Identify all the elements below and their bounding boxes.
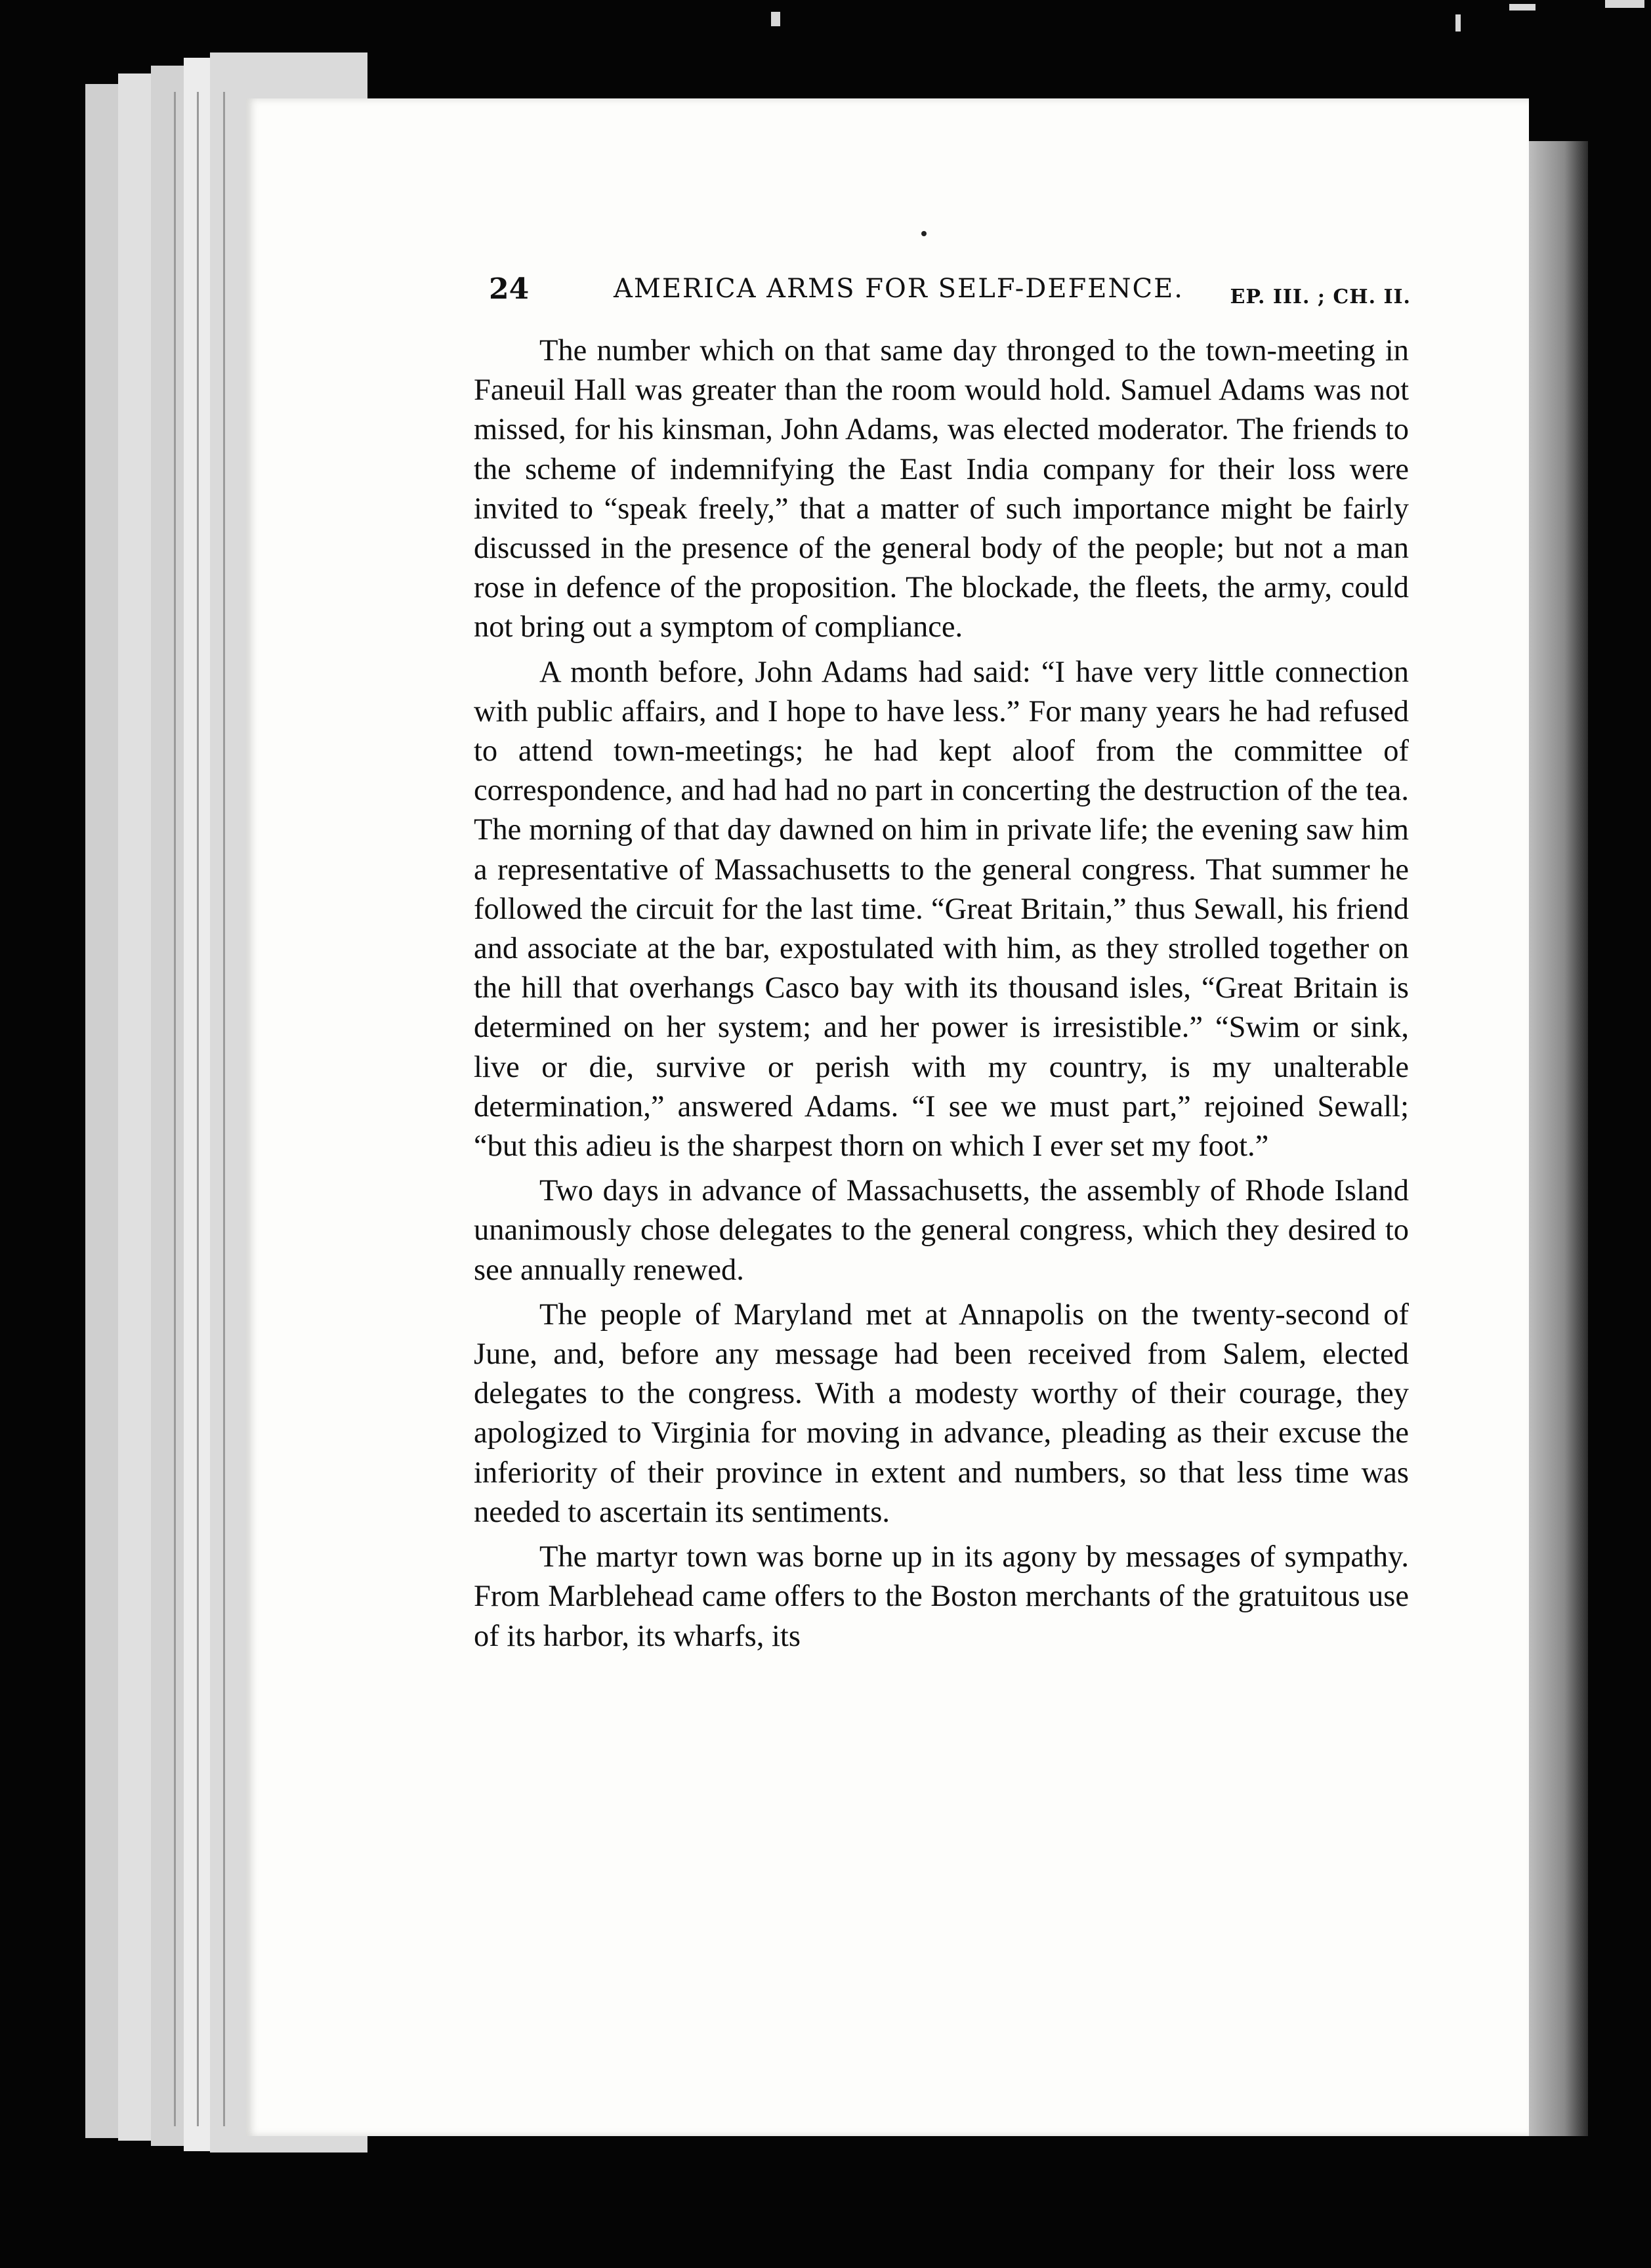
- scan-speck: [1605, 0, 1644, 8]
- chapter-reference: EP. III. ; CH. II.: [1230, 285, 1411, 308]
- scan-speck: [771, 12, 780, 26]
- page-edge-line: [174, 92, 176, 2126]
- paragraph: A month before, John Adams had said: “I have very little connection with public affairs, and I hope to have less.” For many years he had refused to attend town-meetings; he had kept aloof from the committee of correspondence, and had had no part in concerting the destruction of the tea. The morning of that day dawned on him in private life; the evening saw him a representative of Massachusetts to the general congress. That summer he followed the circuit for the last time. “Great Britain,” thus Sewall, his friend and associate at the bar, expostulated with him, as they strolled together on the hill that overhangs Casco bay with its thousand isles, “Great Britain is determined on her system; and her power is irresistible.” “Swim or sink, live or die, survive or perish with my country, is my unalterable determination,” answered Adams. “I see we must part,” rejoined Sewall; “but this adieu is the sharpest thorn on which I ever set my foot.”: [474, 655, 1409, 1164]
- scan-speck: [1455, 14, 1461, 32]
- scan-speck: [1509, 4, 1536, 10]
- page-edge-line: [223, 92, 225, 2126]
- page-number: 24: [489, 272, 530, 306]
- running-title: AMERICA ARMS FOR SELF-DEFENCE.: [614, 274, 1184, 304]
- paragraph: The number which on that same day thronged to the town-meeting in Faneuil Hall was greater than the room would hold. Samuel Adams was not missed, for his kinsman, John Adams, was elected moderator. The friends to the scheme of indemnifying the East India company for their loss were invited to “speak freely,” that a matter of such importance might be fairly discussed in the presence of the general body of the people; but not a man rose in defence of the proposition. The blockade, the fleets, the army, could not bring out a symptom of compliance.: [474, 334, 1409, 644]
- running-header: [489, 272, 1411, 312]
- paragraph: Two days in advance of Massachusetts, the assembly of Rhode Island unanimously chose delegates to the general congress, which they desired to see annually renewed.: [474, 1174, 1409, 1287]
- ink-dot: [921, 231, 927, 236]
- paragraph: The people of Maryland met at Annapolis on the twenty-second of June, and, before any message had been received from Salem, elected delegates to the congress. With a modesty worthy of their courage, they apologized to Virginia for moving in advance, pleading as their excuse the inferiority of their province in extent and numbers, so that less time was needed to ascertain its sentiments.: [474, 1297, 1409, 1529]
- body-text: [474, 331, 1409, 1656]
- facing-page-shadow: [1529, 141, 1588, 2136]
- paragraph: The martyr town was borne up in its agony by messages of sympathy. From Marblehead came offers to the Boston merchants of the gratuitous use of its harbor, its wharfs, its: [474, 1540, 1409, 1653]
- page-edge-line: [197, 92, 199, 2126]
